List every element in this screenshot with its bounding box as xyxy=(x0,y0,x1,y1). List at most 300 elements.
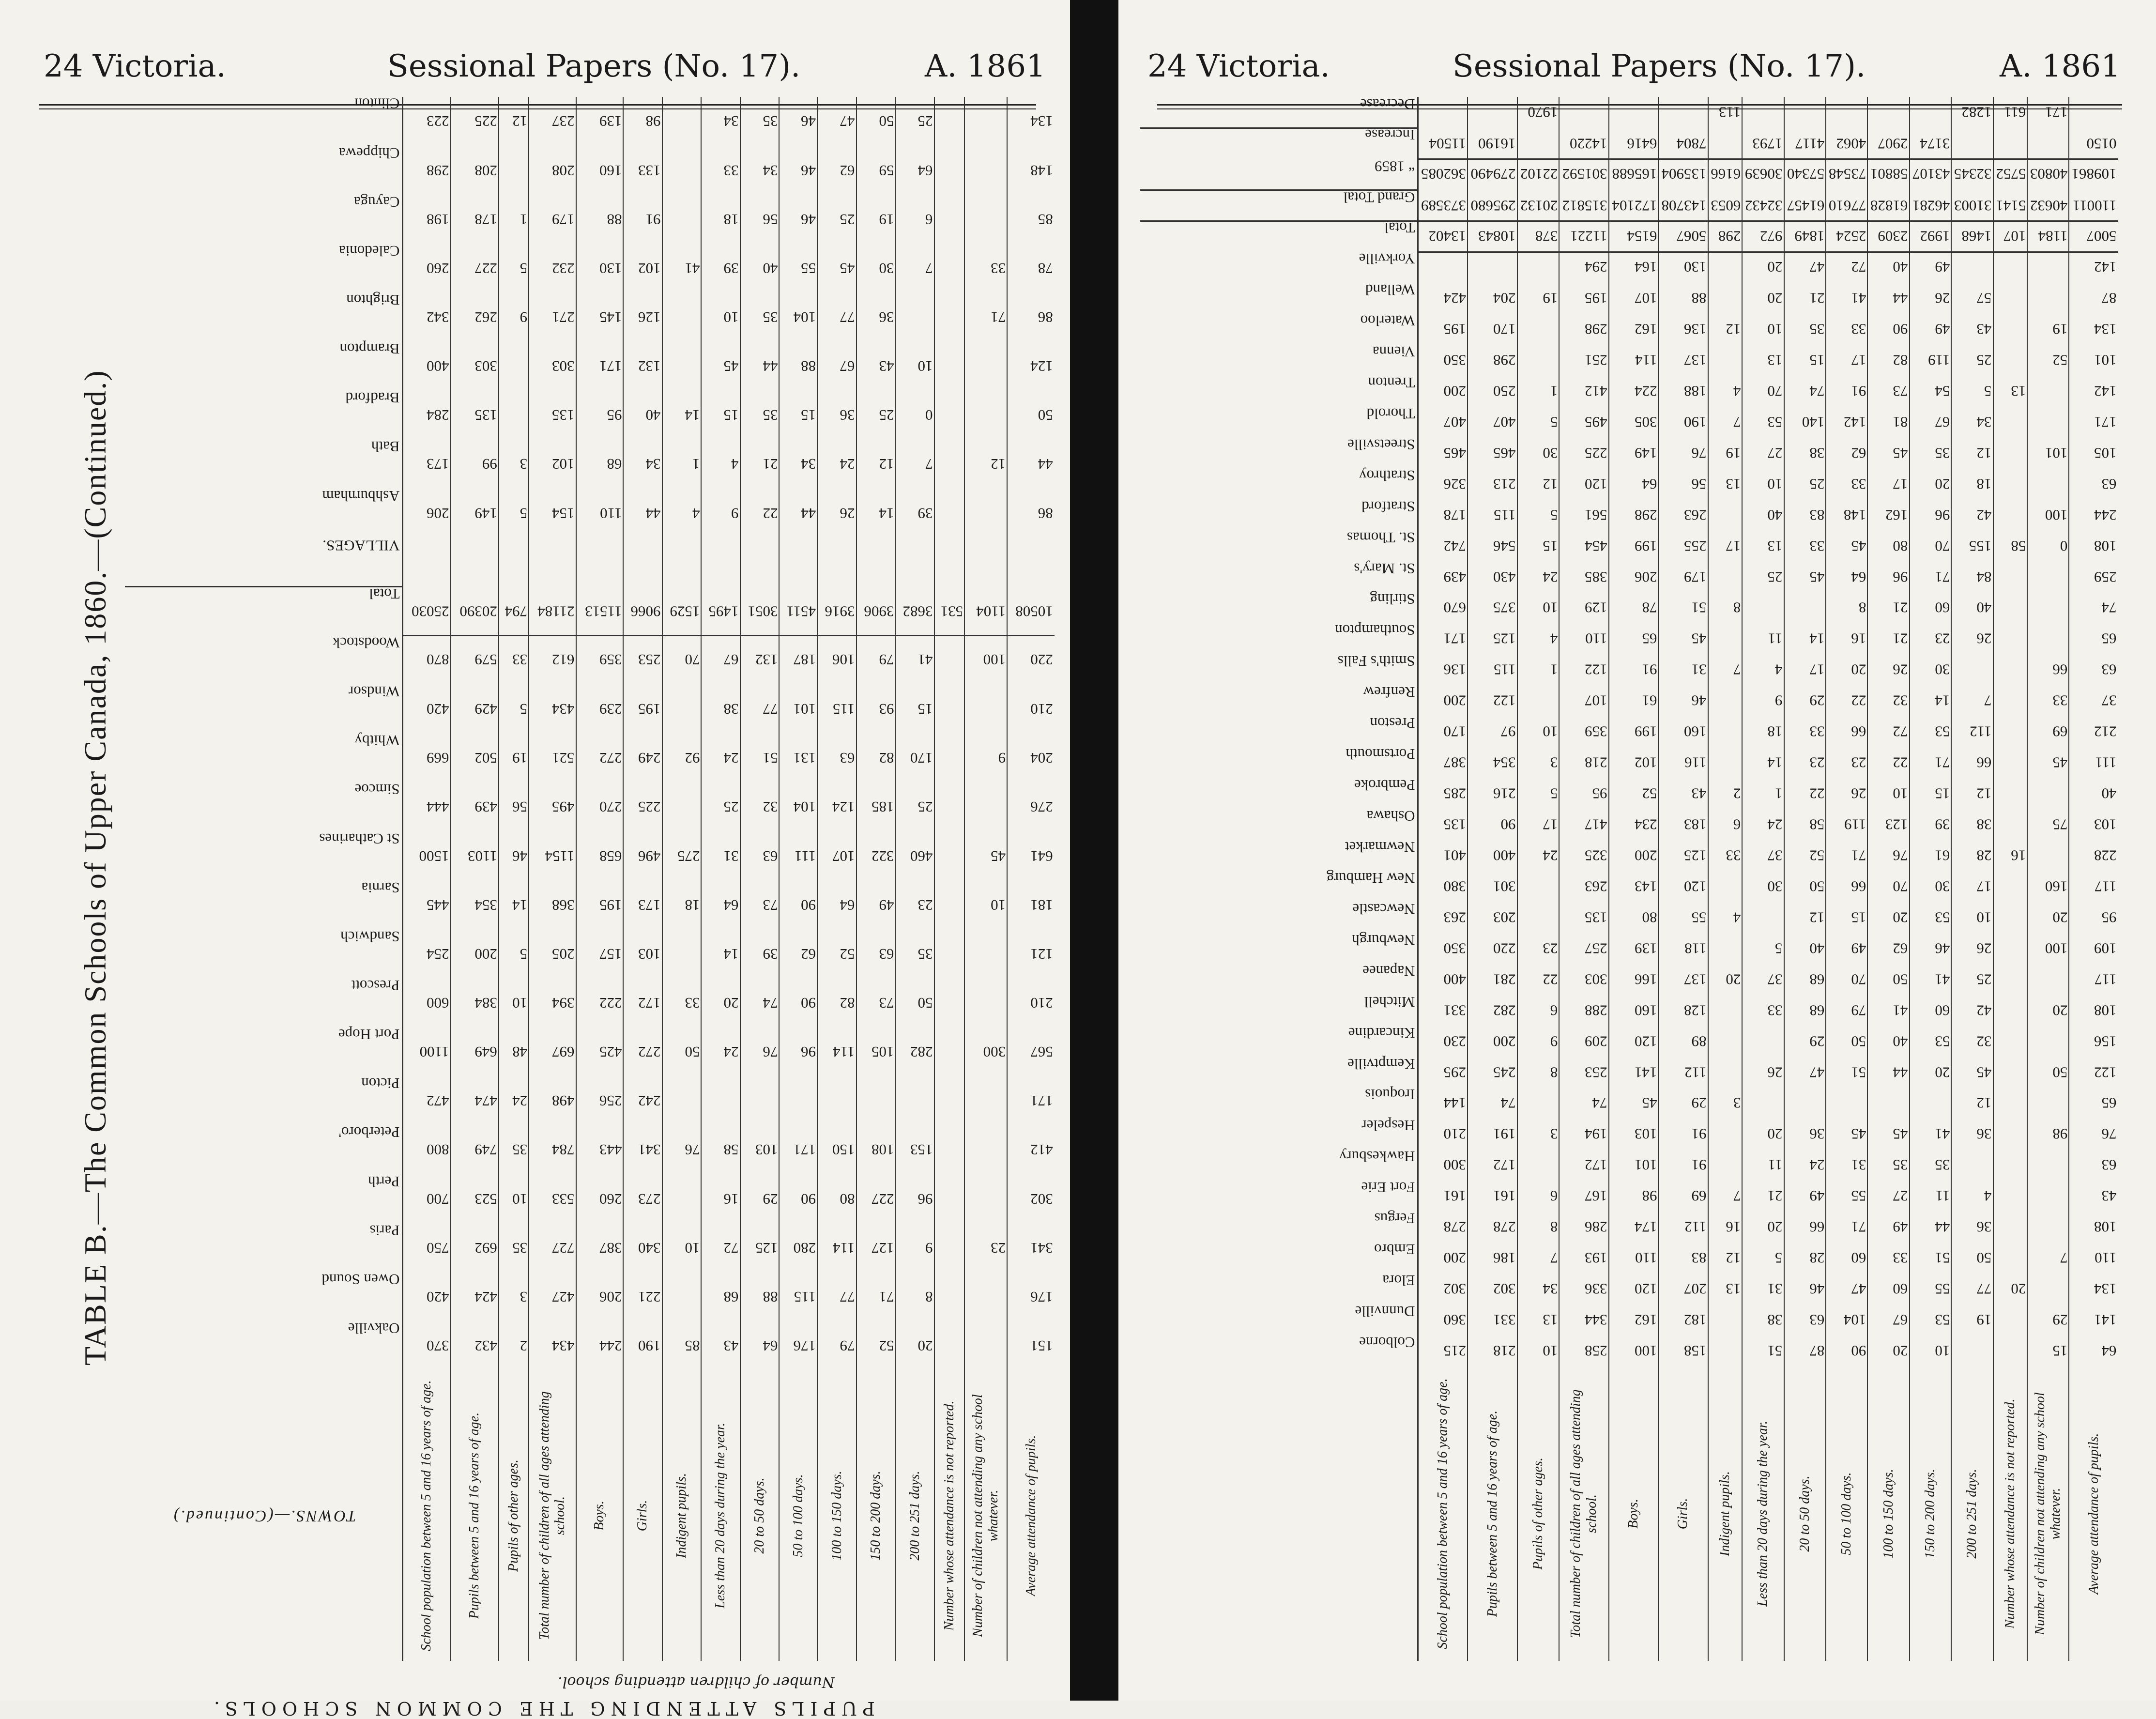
data-column-row xyxy=(701,97,740,1661)
table-cell: 162 xyxy=(1609,314,1658,345)
table-cell: 161 xyxy=(1468,1181,1517,1212)
table-cell xyxy=(1910,1088,1951,1119)
table-cell: 45 xyxy=(1951,1057,1993,1088)
table-cell: 5067 xyxy=(1658,221,1708,252)
table-cell xyxy=(964,685,1007,734)
table-cell: 68 xyxy=(1784,995,1826,1026)
table-cell: 35 xyxy=(1910,1150,1951,1181)
table-cell: 47 xyxy=(1784,252,1826,283)
table-cell: 166 xyxy=(1609,964,1658,995)
table-cell: 107 xyxy=(1609,283,1658,314)
table-cell: 103 xyxy=(623,930,662,979)
table-cell xyxy=(1951,1150,1993,1181)
table-cell: 10843 xyxy=(1468,221,1517,252)
table-cell: 280 xyxy=(779,1224,817,1273)
table-cell: 0 xyxy=(895,391,934,440)
table-cell: 154 xyxy=(529,489,576,537)
table-cell: 20 xyxy=(2027,995,2069,1026)
table-cell: 61828 xyxy=(1867,190,1909,221)
table-cell: 53 xyxy=(1910,902,1951,933)
table-cell: 33 xyxy=(1867,1243,1909,1274)
table-cell: 83 xyxy=(1784,500,1826,531)
table-cell: 73 xyxy=(856,979,896,1028)
table-cell: 100 xyxy=(1609,1335,1658,1366)
table-cell: 444 xyxy=(403,783,451,831)
table-cell: 9 xyxy=(1742,685,1784,716)
table-cell: 135 xyxy=(451,391,499,440)
table-cell: 6 xyxy=(1708,809,1742,840)
table-cell: 29 xyxy=(1784,1026,1826,1057)
table-cell: 100 xyxy=(964,636,1007,685)
table-cell: 298 xyxy=(1609,500,1658,531)
table-cell: 33 xyxy=(1742,995,1784,1026)
data-column-row xyxy=(1708,97,1742,1661)
table-cell: 474 xyxy=(451,1076,499,1125)
table-cell xyxy=(2027,1150,2069,1181)
table-cell: 64 xyxy=(701,881,740,930)
table-cell: 4 xyxy=(1951,1181,1993,1212)
table-cell: 225 xyxy=(623,783,662,831)
data-column-row xyxy=(1742,97,1784,1661)
table-cell: 79 xyxy=(817,1321,856,1370)
table-cell: 193 xyxy=(1559,1243,1608,1274)
table-cell: 23 xyxy=(1784,747,1826,778)
table-cell: 49 xyxy=(1910,252,1951,283)
table-cell: 25 xyxy=(1951,964,1993,995)
table-cell: 167 xyxy=(1559,1181,1608,1212)
table-cell: 420 xyxy=(403,685,451,734)
table-cell: 62 xyxy=(1867,933,1909,964)
table-cell: 31 xyxy=(1658,654,1708,685)
table-cell: 1 xyxy=(499,195,529,244)
place-name: Colborne xyxy=(1140,1335,1418,1366)
table-cell xyxy=(1742,97,1784,128)
table-cell xyxy=(1517,128,1559,159)
table-cell: 521 xyxy=(529,734,576,783)
table-cell: 533 xyxy=(529,1174,576,1223)
table-cell: 59 xyxy=(856,146,896,195)
sessional-papers-label: Sessional Papers (No. 17). xyxy=(1453,48,1866,84)
table-cell: 99 xyxy=(451,440,499,489)
table-cell: 119 xyxy=(1910,345,1951,376)
table-cell: 40803 xyxy=(2027,159,2069,190)
place-name: Prescott xyxy=(125,979,403,1028)
table-cell: 498 xyxy=(529,1076,576,1125)
column-header: Less than 20 days during the year. xyxy=(1742,1366,1784,1661)
table-cell: 282 xyxy=(895,1028,934,1076)
table-cell: 79 xyxy=(856,636,896,685)
table-cell: 69 xyxy=(2027,716,2069,747)
table-cell: 67 xyxy=(1867,1305,1909,1335)
table-cell xyxy=(662,685,702,734)
stub-heading: TOWNS.—(Continued.) xyxy=(125,1370,403,1661)
table-cell: 32345 xyxy=(1951,159,1993,190)
table-cell: 21184 xyxy=(529,587,576,636)
table-cell: 24 xyxy=(701,734,740,783)
table-cell: 25 xyxy=(1742,562,1784,593)
table-cell: 136 xyxy=(1418,654,1468,685)
table-cell: 160 xyxy=(1609,995,1658,1026)
place-name: Cayuga xyxy=(125,195,403,244)
data-column-row xyxy=(895,97,934,1661)
table-cell: 12 xyxy=(1951,778,1993,809)
table-cell: 42 xyxy=(1951,995,1993,1026)
table-cell: 137 xyxy=(1658,964,1708,995)
table-cell: 425 xyxy=(576,1028,624,1076)
table-cell: 158 xyxy=(1658,1335,1708,1366)
table-cell: 4 xyxy=(662,489,702,537)
table-cell: 302 xyxy=(1418,1274,1468,1305)
table-cell: 29 xyxy=(1784,685,1826,716)
table-cell xyxy=(1559,97,1608,128)
table-cell xyxy=(2027,252,2069,283)
table-cell: 30 xyxy=(1910,871,1951,902)
table-cell: 40 xyxy=(1784,933,1826,964)
table-cell: 20 xyxy=(895,1321,934,1370)
table-cell: 43 xyxy=(2069,1181,2118,1212)
column-header: Boys. xyxy=(1609,1366,1658,1661)
table-cell xyxy=(934,1321,964,1370)
table-cell: 37 xyxy=(1742,840,1784,871)
table-cell: 262 xyxy=(451,293,499,342)
table-cell: 15 xyxy=(2027,1335,2069,1366)
table-cell: 400 xyxy=(1468,840,1517,871)
table-cell: 278 xyxy=(1418,1212,1468,1243)
table-cell: 272 xyxy=(623,1028,662,1076)
table-cell: 23 xyxy=(964,1224,1007,1273)
table-cell: 36 xyxy=(1951,1119,1993,1150)
table-cell xyxy=(2027,1274,2069,1305)
table-cell xyxy=(1993,469,2027,500)
column-header: Girls. xyxy=(623,1370,662,1661)
place-name-row xyxy=(125,97,403,1661)
table-cell: 220 xyxy=(1007,636,1055,685)
place-name: Simcoe xyxy=(125,783,403,831)
table-cell: 20 xyxy=(2027,902,2069,933)
table-cell: 172 xyxy=(1559,1150,1608,1181)
table-cell: 218 xyxy=(1559,747,1608,778)
table-cell: 88 xyxy=(576,195,624,244)
table-cell: 203 xyxy=(1468,902,1517,933)
table-cell: 46 xyxy=(1658,685,1708,716)
table-cell: 79 xyxy=(1826,995,1867,1026)
table-cell: 221 xyxy=(623,1273,662,1321)
table-cell: 120 xyxy=(1609,1026,1658,1057)
place-name: Streetsville xyxy=(1140,438,1418,469)
data-column-row xyxy=(403,97,451,1661)
binding-gutter xyxy=(1070,0,1118,1701)
table-cell: 20 xyxy=(1867,902,1909,933)
table-cell: 9 xyxy=(701,489,740,537)
table-cell: 44 xyxy=(1867,283,1909,314)
table-cell: 212 xyxy=(2069,716,2118,747)
place-name: Chippewa xyxy=(125,146,403,195)
table-cell: 198 xyxy=(403,195,451,244)
place-name: Kincardine xyxy=(1140,1026,1418,1057)
place-name: Sandwich xyxy=(125,930,403,979)
column-header: Average attendance of pupils. xyxy=(1007,1370,1055,1661)
table-cell: 14 xyxy=(1784,624,1826,655)
table-cell: 35 xyxy=(1910,438,1951,469)
table-cell: 114 xyxy=(1609,345,1658,376)
table-cell: 9 xyxy=(1517,1026,1559,1057)
table-cell: 171 xyxy=(2069,407,2118,438)
table-cell: 210 xyxy=(1418,1119,1468,1150)
table-cell xyxy=(740,1076,780,1125)
table-cell: 52 xyxy=(2027,345,2069,376)
table-cell: 1529 xyxy=(662,587,702,636)
table-cell: 58 xyxy=(1993,531,2027,562)
table-cell: 394 xyxy=(529,979,576,1028)
table-cell xyxy=(662,1076,702,1125)
table-cell: 63 xyxy=(740,831,780,880)
table-cell: 200 xyxy=(1418,685,1468,716)
table-cell xyxy=(1742,1088,1784,1119)
table-cell: 14 xyxy=(701,930,740,979)
table-cell: 5141 xyxy=(1993,190,2027,221)
place-name: St Catharines xyxy=(125,831,403,880)
table-cell: 162 xyxy=(1867,500,1909,531)
table-cell: 10 xyxy=(1517,1335,1559,1366)
place-name: Clinton xyxy=(125,97,403,146)
table-cell: 183 xyxy=(1658,809,1708,840)
table-cell: 34 xyxy=(623,440,662,489)
table-cell: 43 xyxy=(1658,778,1708,809)
table-cell: 19 xyxy=(1951,1305,1993,1335)
table-cell: 38 xyxy=(1951,809,1993,840)
column-header: 200 to 251 days. xyxy=(1951,1366,1993,1661)
table-cell xyxy=(964,783,1007,831)
table-cell: 101 xyxy=(2069,345,2118,376)
table-cell: 14220 xyxy=(1559,128,1608,159)
table-cell xyxy=(499,342,529,391)
table-cell: 56 xyxy=(740,195,780,244)
column-header: Total number of children of all ages attending school. xyxy=(529,1370,576,1661)
table-cell: 29 xyxy=(2027,1305,2069,1335)
column-header: 50 to 100 days. xyxy=(779,1370,817,1661)
table-cell: 24 xyxy=(499,1076,529,1125)
table-cell: 36 xyxy=(1784,1119,1826,1150)
table-cell: 1282 xyxy=(1951,97,1993,128)
table-cell: 331 xyxy=(1418,995,1468,1026)
table-cell: 7 xyxy=(1708,407,1742,438)
table-cell xyxy=(2027,469,2069,500)
table-cell: 88 xyxy=(740,1273,780,1321)
place-name: Peterboro' xyxy=(125,1125,403,1174)
table-cell xyxy=(934,146,964,195)
table-cell: 44 xyxy=(1867,1057,1909,1088)
table-cell: 8 xyxy=(1517,1212,1559,1243)
table-cell: 531 xyxy=(934,587,964,636)
table-cell xyxy=(1708,1026,1742,1057)
table-cell: 49 xyxy=(1910,314,1951,345)
table-cell: 9 xyxy=(499,293,529,342)
table-cell: 91 xyxy=(1658,1150,1708,1181)
table-cell: 101 xyxy=(1609,1150,1658,1181)
table-cell: 128 xyxy=(1658,995,1708,1026)
table-cell: 278 xyxy=(1468,1212,1517,1243)
table-cell: 40632 xyxy=(2027,190,2069,221)
table-cell: 64 xyxy=(1826,562,1867,593)
table-cell: 42 xyxy=(1951,500,1993,531)
table-cell: 96 xyxy=(1867,562,1909,593)
table-cell: 127 xyxy=(856,1224,896,1273)
table-cell: 66 xyxy=(2027,654,2069,685)
table-cell: 104 xyxy=(1826,1305,1867,1335)
table-cell xyxy=(964,1076,1007,1125)
table-cell: 46 xyxy=(779,97,817,146)
table-cell: 245 xyxy=(1468,1057,1517,1088)
table-cell: 384 xyxy=(451,979,499,1028)
table-cell: 14 xyxy=(662,391,702,440)
table-cell xyxy=(934,783,964,831)
column-header: Pupils between 5 and 16 years of age. xyxy=(451,1370,499,1661)
table-cell xyxy=(2027,283,2069,314)
table-cell: 305 xyxy=(1609,407,1658,438)
table-cell: 3 xyxy=(1708,1088,1742,1119)
table-cell: 73548 xyxy=(1826,159,1867,190)
table-cell xyxy=(1993,252,2027,283)
table-cell: 71 xyxy=(1910,562,1951,593)
table-cell xyxy=(623,538,662,587)
table-cell: 70 xyxy=(1867,871,1909,902)
table-cell: 1849 xyxy=(1784,221,1826,252)
table-cell: 43107 xyxy=(1910,159,1951,190)
table-cell: 434 xyxy=(529,685,576,734)
table-cell xyxy=(576,538,624,587)
table-cell: 2524 xyxy=(1826,221,1867,252)
table-cell: 64 xyxy=(817,881,856,930)
data-column-row xyxy=(817,97,856,1661)
table-cell: 205 xyxy=(529,930,576,979)
table-cell: 20 xyxy=(1826,654,1867,685)
data-column-row xyxy=(1993,97,2027,1661)
table-cell xyxy=(1993,562,2027,593)
data-column-row xyxy=(964,97,1007,1661)
place-name: Hespeler xyxy=(1140,1119,1418,1150)
table-cell: 51 xyxy=(1826,1057,1867,1088)
table-cell: 64 xyxy=(1609,469,1658,500)
table-cell: 49 xyxy=(1826,933,1867,964)
table-cell: 31003 xyxy=(1951,190,1993,221)
table-cell: 149 xyxy=(1609,438,1658,469)
table-cell xyxy=(1708,500,1742,531)
column-header: Pupils of other ages. xyxy=(499,1370,529,1661)
table-cell: 495 xyxy=(529,783,576,831)
column-header: Average attendance of pupils. xyxy=(2069,1366,2118,1661)
table-cell: 300 xyxy=(1418,1150,1468,1181)
table-cell: 87 xyxy=(2069,283,2118,314)
table-cell: 669 xyxy=(403,734,451,783)
table-cell: 90 xyxy=(779,1174,817,1223)
table-cell: 18 xyxy=(1951,469,1993,500)
column-header: 150 to 200 days. xyxy=(856,1370,896,1661)
table-cell: 121 xyxy=(1007,930,1055,979)
table-cell: 263 xyxy=(1418,902,1468,933)
table-cell: 110 xyxy=(2069,1243,2118,1274)
table-cell xyxy=(964,1174,1007,1223)
table-cell: 206 xyxy=(1609,562,1658,593)
data-column-row xyxy=(499,97,529,1661)
table-cell: 188 xyxy=(1658,376,1708,407)
place-name: Stratford xyxy=(1140,500,1418,531)
table-cell: 20132 xyxy=(1517,190,1559,221)
table-cell: 56 xyxy=(1658,469,1708,500)
table-cell: 378 xyxy=(1517,221,1559,252)
year-label: A. 1861 xyxy=(925,48,1046,84)
table-cell: 258 xyxy=(1559,1335,1608,1366)
place-name: Decrease xyxy=(1140,97,1418,128)
table-cell: 259 xyxy=(2069,562,2118,593)
table-cell: 6 xyxy=(1517,995,1559,1026)
table-cell: 225 xyxy=(1559,438,1608,469)
table-cell: 103 xyxy=(1609,1119,1658,1150)
table-cell: 96 xyxy=(895,1174,934,1223)
table-cell: 7 xyxy=(895,244,934,293)
table-cell: 81 xyxy=(1867,407,1909,438)
table-cell: 315812 xyxy=(1559,190,1608,221)
table-cell: 7 xyxy=(1951,685,1993,716)
table-cell: 30 xyxy=(1517,438,1559,469)
table-cell: 135 xyxy=(529,391,576,440)
table-cell: 46 xyxy=(779,195,817,244)
table-cell: 96 xyxy=(779,1028,817,1076)
table-cell: 200 xyxy=(1468,1026,1517,1057)
table-cell xyxy=(934,1028,964,1076)
table-cell: 29 xyxy=(740,1174,780,1223)
table-cell: 102 xyxy=(529,440,576,489)
table-cell: 11 xyxy=(1742,1150,1784,1181)
table-cell: 670 xyxy=(1418,593,1468,624)
right-page xyxy=(1118,0,2156,1701)
table-cell: 73 xyxy=(1867,376,1909,407)
table-cell xyxy=(1784,593,1826,624)
table-cell xyxy=(1517,252,1559,283)
table-cell xyxy=(895,1076,934,1125)
table-cell: 25030 xyxy=(403,587,451,636)
table-cell: 195 xyxy=(1559,283,1608,314)
place-name: Hawkesbury xyxy=(1140,1150,1418,1181)
table-cell: 281 xyxy=(1468,964,1517,995)
table-cell: 30 xyxy=(856,244,896,293)
table-cell xyxy=(1708,716,1742,747)
table-cell: 18 xyxy=(662,881,702,930)
table-cell: 161 xyxy=(1418,1181,1468,1212)
table-cell: 11 xyxy=(1910,1181,1951,1212)
table-cell: 4 xyxy=(1517,624,1559,655)
table-cell: 178 xyxy=(1418,500,1468,531)
table-cell: 56 xyxy=(499,783,529,831)
table-cell: 40 xyxy=(740,244,780,293)
table-cell: 45 xyxy=(1784,562,1826,593)
place-name: Vienna xyxy=(1140,345,1418,376)
table-cell: 204 xyxy=(1468,283,1517,314)
table-cell: 15 xyxy=(895,685,934,734)
table-cell: 7804 xyxy=(1658,128,1708,159)
table-cell: 35 xyxy=(740,293,780,342)
table-cell xyxy=(2027,1212,2069,1243)
table-cell: 454 xyxy=(1559,531,1608,562)
table-cell: 142 xyxy=(2069,376,2118,407)
table-cell xyxy=(964,195,1007,244)
table-cell: 101 xyxy=(779,685,817,734)
table-cell: 122 xyxy=(2069,1057,2118,1088)
table-cell: 160 xyxy=(576,146,624,195)
table-cell: 3682 xyxy=(895,587,934,636)
table-cell: 26 xyxy=(1867,654,1909,685)
column-header: Total number of children of all ages attending school. xyxy=(1559,1366,1608,1661)
table-cell: 700 xyxy=(403,1174,451,1223)
